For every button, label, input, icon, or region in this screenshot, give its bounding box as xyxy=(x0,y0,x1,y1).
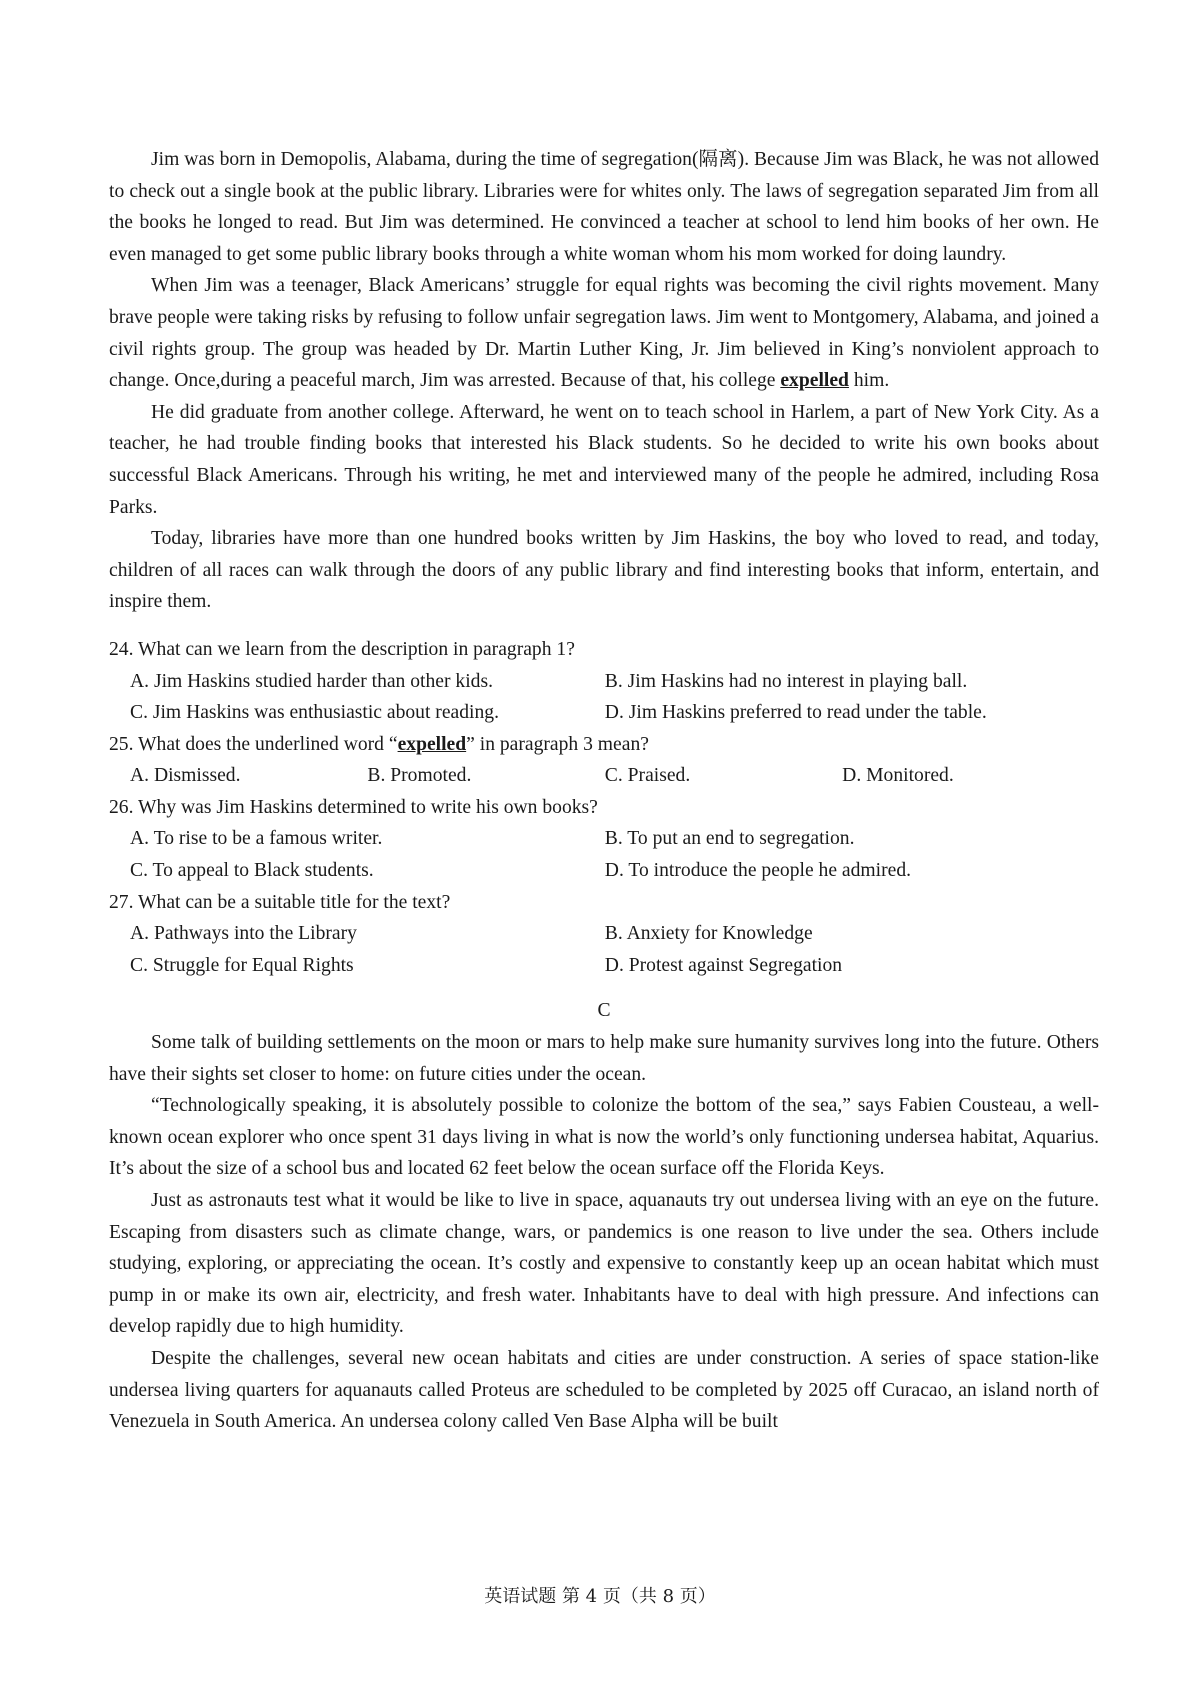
question-text: ” in paragraph 3 mean? xyxy=(466,733,649,755)
option-d: D. To introduce the people he admired. xyxy=(604,860,912,882)
underlined-word: expelled xyxy=(780,370,849,392)
passage-c-paragraph-3: Just as astronauts test what it would be like to live in space, aquanauts try out undersea living with an eye on the future. Escaping from disasters such as climate change, wars, or pandemics is one reason to live under the sea. Others include studying, exploring, or appreciating the ocean. It’s costly and expensive to constantly keep up an ocean habitat which must pump in or make its own air, electricity, and fresh water. Inhabitants have to deal with high pressure. And infections can develop rapidly due to high humidity. xyxy=(109,1190,1099,1338)
paragraph-text: him. xyxy=(848,370,890,392)
option-b: B. To put an end to segregation. xyxy=(604,828,855,850)
passage-b-paragraph-4: Today, libraries have more than one hundred books written by Jim Haskins, the boy who loved to read, and today, children of all races can walk through the doors of any public library and find interesting books that inform, entertain, and inspire them. xyxy=(109,528,1099,613)
passage-b-paragraph-1 xyxy=(109,144,1099,270)
option-b: B. Jim Haskins had no interest in playing ball. xyxy=(604,670,968,692)
passage-c-paragraph-2: “Technologically speaking, it is absolutely possible to colonize the bottom of the sea,” says Fabien Cousteau, a well-known ocean explorer who once spent 31 days living in what is now the world’s only functioning undersea habitat, Aquarius. It’s about the size of a school bus and located 62 feet below the ocean surface off the Florida Keys. xyxy=(109,1095,1099,1180)
option-d: D. Protest against Segregation xyxy=(604,954,843,976)
question-text: 25. What does the underlined word “ xyxy=(109,733,398,755)
option-c: C. Jim Haskins was enthusiastic about reading. xyxy=(130,702,499,724)
question-list xyxy=(109,634,1099,982)
chinese-gloss: (隔离) xyxy=(691,149,745,170)
underlined-word: expelled xyxy=(397,733,467,755)
question-26-stem: 26. Why was Jim Haskins determined to write his own books? xyxy=(109,796,598,818)
option-a: A. Pathways into the Library xyxy=(130,923,357,945)
section-heading-c: C xyxy=(597,1000,611,1022)
option-a: A. Jim Haskins studied harder than other kids. xyxy=(130,670,493,692)
option-c: C. To appeal to Black students. xyxy=(130,860,374,882)
passage-c-paragraph-1: Some talk of building settlements on the moon or mars to help make sure humanity survives long into the future. Others have their sights set closer to home: on future cities under the ocean. xyxy=(109,1032,1099,1085)
page-content xyxy=(109,144,1099,1438)
option-c: C. Struggle for Equal Rights xyxy=(130,954,354,976)
question-25-options xyxy=(109,760,1099,792)
question-26-options xyxy=(109,823,1099,886)
paragraph-text: . Because Jim was Black, he was not allowed to check out a single book at the public library. Libraries were for whites only. The laws of segregation separated Jim from all the books he longed to read. But Jim was determined. He convinced a teacher at school to lend him books of her own. He even managed to get some public library books through a white woman whom his mom worked for doing laundry. xyxy=(109,149,1099,265)
question-24-stem: 24. What can we learn from the description in paragraph 1? xyxy=(109,638,575,660)
option-b: B. Anxiety for Knowledge xyxy=(604,923,813,945)
question-27-options xyxy=(109,918,1099,981)
page-footer: 英语试题 第 4 页（共 8 页） xyxy=(484,1586,716,1607)
question-25-stem xyxy=(109,729,1099,761)
option-d: D. Jim Haskins preferred to read under the table. xyxy=(604,702,987,724)
passage-b-paragraph-3: He did graduate from another college. Afterward, he went on to teach school in Harlem, a part of New York City. As a teacher, he had trouble finding books that interested his Black students. So he decided to write his own books about successful Black Americans. Through his writing, he met and interviewed many of the people he admired, including Rosa Parks. xyxy=(109,401,1099,518)
option-c: C. Praised. xyxy=(604,765,691,787)
option-a: A. Dismissed. xyxy=(130,765,241,787)
option-a: A. To rise to be a famous writer. xyxy=(130,828,383,850)
passage-c-paragraph-4: Despite the challenges, several new ocean habitats and cities are under construction. A series of space station-like undersea living quarters for aquanauts called Proteus are scheduled to be completed by 2025 off Curacao, an island north of Venezuela in South America. An undersea colony called Ven Base Alpha will be built xyxy=(109,1347,1099,1433)
question-27-stem: 27. What can be a suitable title for the text? xyxy=(109,891,451,913)
passage-b-paragraph-2 xyxy=(109,270,1099,396)
option-d: D. Monitored. xyxy=(842,765,954,787)
question-24-options xyxy=(109,666,1099,729)
paragraph-text: Jim was born in Demopolis, Alabama, during the time of segregation xyxy=(151,149,692,170)
paragraph-text: When Jim was a teenager, Black Americans’ struggle for equal rights was becoming the civil rights movement. Many brave people were taking risks by refusing to follow unfair segregation laws. Jim went to Montgomery, Alabama, and joined a civil rights group. The group was headed by Dr. Martin Luther King, Jr. Jim believed in King’s nonviolent approach to change. Once,during a peaceful march, Jim was arrested. Because of that, his college xyxy=(109,275,1099,392)
option-b: B. Promoted. xyxy=(367,765,472,787)
